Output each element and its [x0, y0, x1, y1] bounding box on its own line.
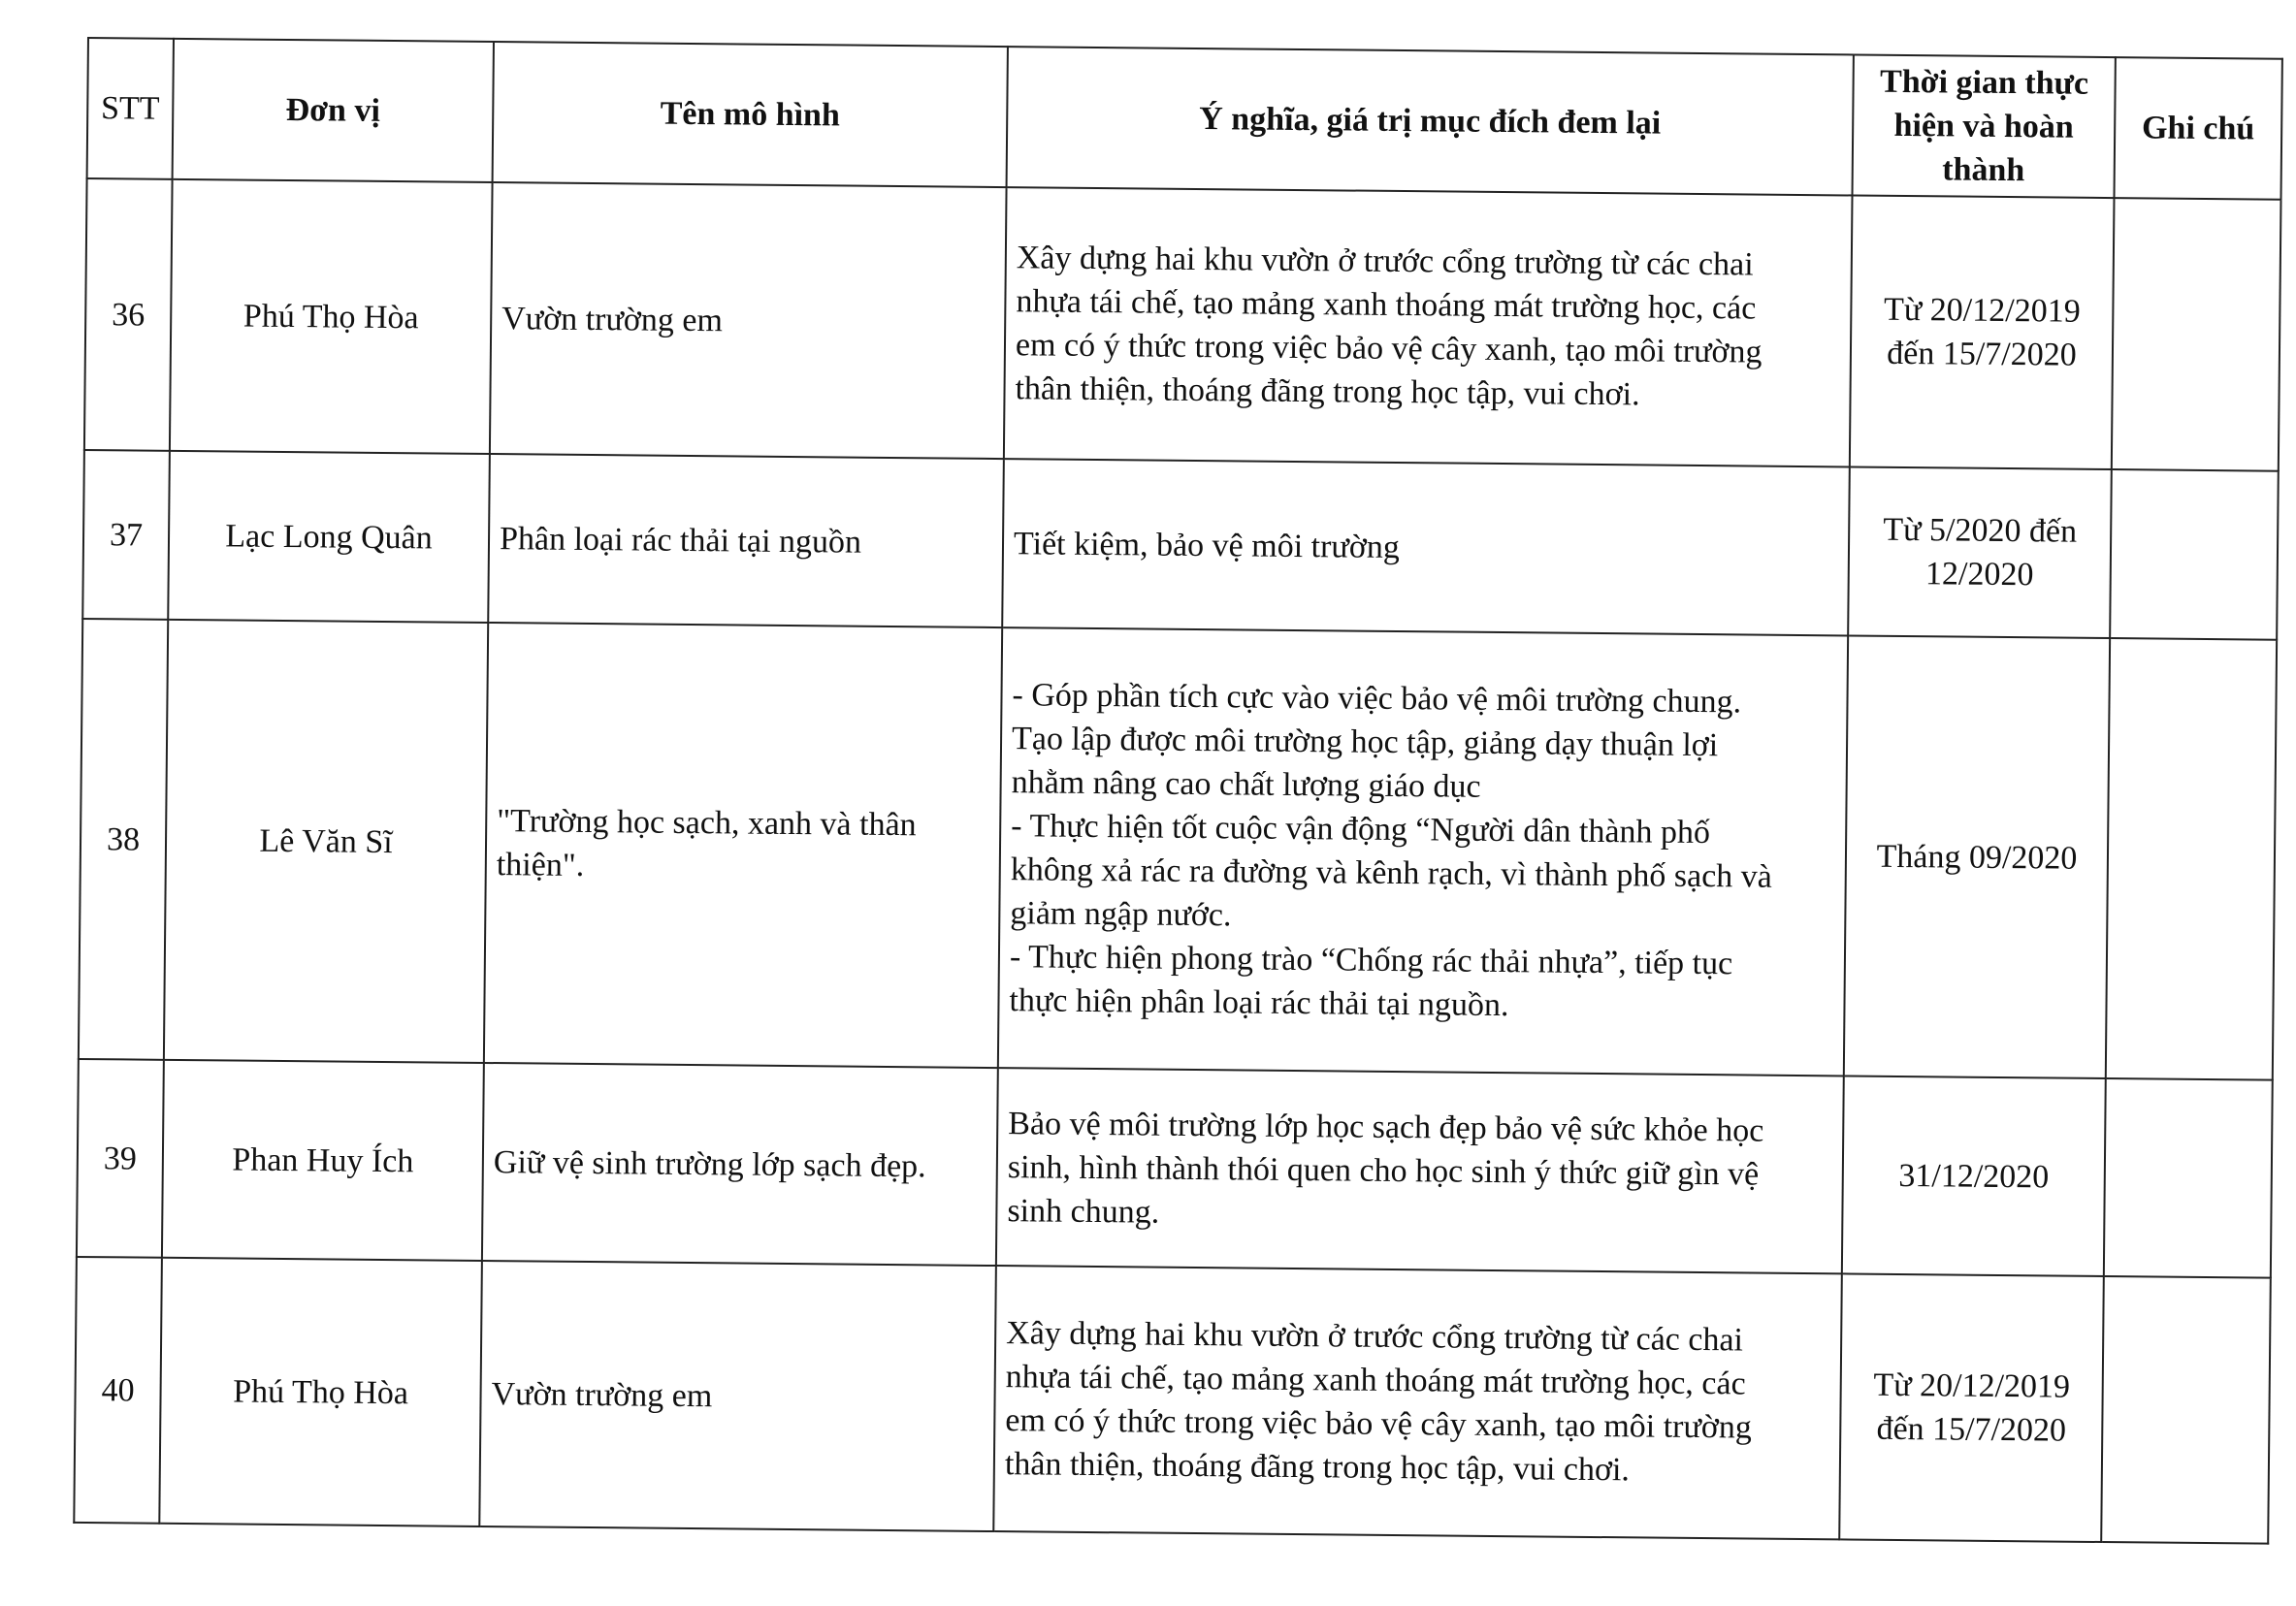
- cell-stt: 38: [79, 619, 168, 1060]
- header-unit: Đơn vị: [173, 39, 494, 182]
- header-time: Thời gian thực hiện và hoàn thành: [1853, 54, 2116, 198]
- cell-model: "Trường học sạch, xanh và thân thiện".: [484, 623, 1002, 1068]
- cell-model: Giữ vệ sinh trường lớp sạch đẹp.: [482, 1063, 998, 1266]
- meaning-line: sinh, hình thành thói quen cho học sinh ý thức giữ gìn vệ: [1007, 1148, 1760, 1193]
- cell-meaning: [993, 1266, 1842, 1539]
- table-row: [77, 1059, 2273, 1278]
- cell-note: [2110, 469, 2279, 640]
- cell-time: Từ 5/2020 đến 12/2020: [1848, 466, 2112, 638]
- cell-time: Từ 20/12/2019 đến 15/7/2020: [1839, 1273, 2104, 1542]
- cell-meaning: [996, 1068, 1844, 1273]
- table-wrapper: [73, 37, 2281, 1545]
- meaning-line: - Góp phần tích cực vào việc bảo vệ môi trường chung.: [1012, 677, 1742, 721]
- meaning-line: sinh chung.: [1007, 1192, 1160, 1231]
- models-table: [73, 37, 2283, 1545]
- cell-time: Tháng 09/2020: [1844, 635, 2110, 1078]
- meaning-line: Tiết kiệm, bảo vệ môi trường: [1013, 525, 1400, 565]
- meaning-line: nhựa tái chế, tạo mảng xanh thoáng mát trường học, các: [1016, 283, 1757, 327]
- cell-stt: 36: [84, 178, 173, 451]
- header-stt: STT: [87, 38, 174, 179]
- meaning-line: em có ý thức trong việc bảo vệ cây xanh, tạo môi trường: [1005, 1402, 1753, 1446]
- table-body: [74, 178, 2280, 1544]
- cell-unit: Phú Thọ Hòa: [159, 1258, 482, 1526]
- table-row: [82, 450, 2279, 640]
- cell-stt: 40: [74, 1257, 162, 1524]
- meaning-line: nhựa tái chế, tạo mảng xanh thoáng mát trường học, các: [1005, 1359, 1746, 1402]
- meaning-line: thực hiện phân loại rác thải tại nguồn.: [1009, 982, 1509, 1024]
- cell-note: [2104, 1078, 2273, 1278]
- cell-unit: Lạc Long Quân: [168, 451, 490, 623]
- table-header: [87, 38, 2282, 200]
- table-row: [74, 1257, 2271, 1544]
- cell-note: [2112, 198, 2281, 471]
- cell-model: Phân loại rác thải tại nguồn: [488, 454, 1004, 627]
- meaning-line: thân thiện, thoáng đãng trong học tập, vui chơi.: [1004, 1446, 1631, 1489]
- meaning-line: - Thực hiện phong trào “Chống rác thải nhựa”, tiếp tục: [1009, 939, 1733, 982]
- cell-note: [2106, 638, 2277, 1080]
- cell-note: [2101, 1276, 2271, 1544]
- meaning-line: em có ý thức trong việc bảo vệ cây xanh, tạo môi trường: [1015, 327, 1762, 370]
- header-meaning: Ý nghĩa, giá trị mục đích đem lại: [1007, 47, 1854, 195]
- header-note: Ghi chú: [2115, 57, 2282, 200]
- cell-time: Từ 20/12/2019 đến 15/7/2020: [1850, 195, 2115, 469]
- meaning-line: nhằm nâng cao chất lượng giáo dục: [1011, 764, 1481, 805]
- cell-meaning: [1004, 187, 1853, 466]
- cell-stt: 37: [82, 450, 170, 620]
- meaning-line: thân thiện, thoáng đãng trong học tập, vui chơi.: [1015, 370, 1640, 413]
- meaning-line: Xây dựng hai khu vườn ở trước cổng trường từ các chai: [1016, 240, 1754, 283]
- cell-unit: Phú Thọ Hòa: [170, 179, 493, 454]
- meaning-line: giảm ngập nước.: [1010, 895, 1232, 934]
- header-row: [87, 38, 2282, 200]
- cell-model: Vườn trường em: [479, 1261, 996, 1531]
- table-row: [84, 178, 2281, 471]
- meaning-line: không xả rác ra đường và kênh rạch, vì thành phố sạch và: [1010, 851, 1773, 895]
- cell-meaning: [1002, 459, 1850, 635]
- cell-unit: Phan Huy Ích: [162, 1060, 484, 1261]
- meaning-line: Xây dựng hai khu vườn ở trước cổng trường từ các chai: [1006, 1315, 1744, 1359]
- cell-time: 31/12/2020: [1842, 1076, 2106, 1276]
- cell-meaning: [998, 627, 1848, 1076]
- meaning-line: Bảo vệ môi trường lớp học sạch đẹp bảo vệ sức khỏe học: [1008, 1105, 1764, 1149]
- cell-unit: Lê Văn Sĩ: [164, 620, 488, 1063]
- cell-stt: 39: [77, 1059, 164, 1258]
- table-row: [79, 619, 2277, 1080]
- meaning-line: Tạo lập được môi trường học tập, giảng dạy thuận lợi: [1011, 721, 1719, 764]
- header-model: Tên mô hình: [493, 42, 1008, 187]
- cell-model: Vườn trường em: [490, 182, 1007, 459]
- meaning-line: - Thực hiện tốt cuộc vận động “Người dân thành phố: [1011, 808, 1711, 851]
